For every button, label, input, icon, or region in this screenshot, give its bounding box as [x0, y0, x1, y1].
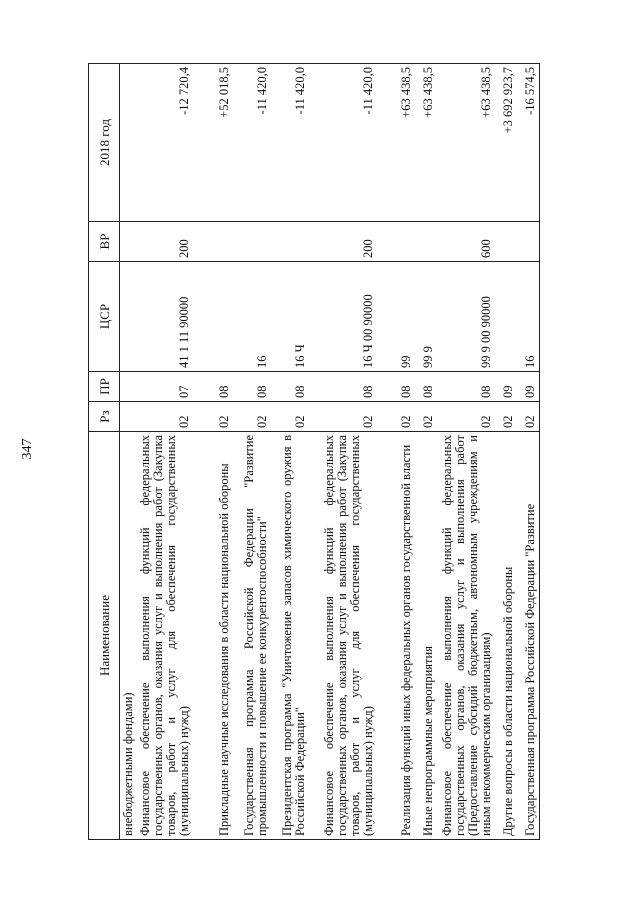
row-amount: +63 438,5	[377, 64, 415, 222]
row-pr	[120, 372, 138, 402]
row-csr	[120, 262, 138, 372]
row-name: Финансовое обеспечение выполнения функций федеральных государственных органов, оказания услуг и выполнения работ (Закупка товаров, работ и услуг для обеспечения государственных (муниципальных) нужд)	[137, 432, 193, 840]
table-row	[517, 64, 539, 840]
row-pr: 08	[309, 372, 377, 402]
row-name: Реализация функций иных федеральных органов государственной власти	[377, 432, 415, 840]
header-year: 2018 год	[89, 64, 120, 222]
row-pr: 09	[517, 372, 539, 402]
row-rz	[120, 402, 138, 432]
table-row	[415, 64, 437, 840]
row-csr	[193, 262, 233, 372]
row-pr: 07	[137, 372, 193, 402]
row-amount: -11 420,0	[233, 64, 271, 222]
row-rz: 02	[377, 402, 415, 432]
row-pr: 08	[437, 372, 495, 402]
row-vr: 200	[137, 222, 193, 262]
table-body	[120, 64, 540, 840]
header-csr: ЦСР	[89, 262, 120, 372]
row-rz: 02	[517, 402, 539, 432]
row-vr	[495, 222, 517, 262]
row-name: внебюджетными фондами)	[120, 432, 138, 840]
table-row	[437, 64, 495, 840]
row-rz: 02	[233, 402, 271, 432]
row-amount: +52 018,5	[193, 64, 233, 222]
row-pr: 08	[271, 372, 309, 402]
row-csr: 99 9	[415, 262, 437, 372]
row-name: Прикладные научные исследования в области национальной обороны	[193, 432, 233, 840]
page-number: 347	[20, 438, 35, 460]
row-vr	[193, 222, 233, 262]
row-rz: 02	[193, 402, 233, 432]
row-name: Другие вопросы в области национальной обороны	[495, 432, 517, 840]
table-row	[120, 64, 138, 840]
header-pr: ПР	[89, 372, 120, 402]
row-amount: +63 438,5	[437, 64, 495, 222]
row-pr: 08	[415, 372, 437, 402]
table-row	[137, 64, 193, 840]
table-row	[309, 64, 377, 840]
row-vr: 600	[437, 222, 495, 262]
row-rz: 02	[495, 402, 517, 432]
row-rz: 02	[309, 402, 377, 432]
row-amount: -11 420,0	[271, 64, 309, 222]
row-amount: +3 692 923,7	[495, 64, 517, 222]
row-amount: -16 574,5	[517, 64, 539, 222]
row-vr	[120, 222, 138, 262]
row-csr: 41 1 11 90000	[137, 262, 193, 372]
row-vr: 200	[309, 222, 377, 262]
row-csr: 16	[233, 262, 271, 372]
row-name: Государственная программа Российской Федерации "Развитие промышленности и повышение ее конкурентоспособности"	[233, 432, 271, 840]
row-rz: 02	[137, 402, 193, 432]
row-csr: 16 Ч 00 90000	[309, 262, 377, 372]
row-name: Иные непрограммные мероприятия	[415, 432, 437, 840]
rotated-page	[88, 64, 612, 840]
row-csr: 16 Ч	[271, 262, 309, 372]
row-vr	[271, 222, 309, 262]
row-vr	[517, 222, 539, 262]
row-name: Президентская программа "Уничтожение запасов химического оружия в Российской Федерации"	[271, 432, 309, 840]
row-amount: -12 720,4	[137, 64, 193, 222]
row-rz: 02	[271, 402, 309, 432]
table-row	[495, 64, 517, 840]
row-name: Финансовое обеспечение выполнения функций федеральных государственных органов, оказания услуг и выполнения работ (Предоставление субсидий бюджетным, автономным учреждениям и иным некоммерческим организациям)	[437, 432, 495, 840]
header-name: Наименование	[89, 432, 120, 840]
row-name: Государственная программа Российской Федерации "Развитие	[517, 432, 539, 840]
row-csr	[495, 262, 517, 372]
row-vr	[415, 222, 437, 262]
row-csr: 16	[517, 262, 539, 372]
row-pr: 09	[495, 372, 517, 402]
table-row	[193, 64, 233, 840]
table-header-row	[89, 64, 120, 840]
table-row	[377, 64, 415, 840]
header-rz: Рз	[89, 402, 120, 432]
row-name: Финансовое обеспечение выполнения функций федеральных государственных органов, оказания услуг и выполнения работ (Закупка товаров, работ и услуг для обеспечения государственных (муниципальных) нужд)	[309, 432, 377, 840]
table-row	[271, 64, 309, 840]
row-pr: 08	[193, 372, 233, 402]
table-row	[233, 64, 271, 840]
row-csr: 99 9 00 90000	[437, 262, 495, 372]
row-pr: 08	[377, 372, 415, 402]
row-amount: +63 438,5	[415, 64, 437, 222]
row-amount	[120, 64, 138, 222]
row-amount: -11 420,0	[309, 64, 377, 222]
row-vr	[233, 222, 271, 262]
row-pr: 08	[233, 372, 271, 402]
budget-table	[88, 63, 540, 840]
row-vr	[377, 222, 415, 262]
header-vr: ВР	[89, 222, 120, 262]
row-csr: 99	[377, 262, 415, 372]
row-rz: 02	[415, 402, 437, 432]
row-rz: 02	[437, 402, 495, 432]
